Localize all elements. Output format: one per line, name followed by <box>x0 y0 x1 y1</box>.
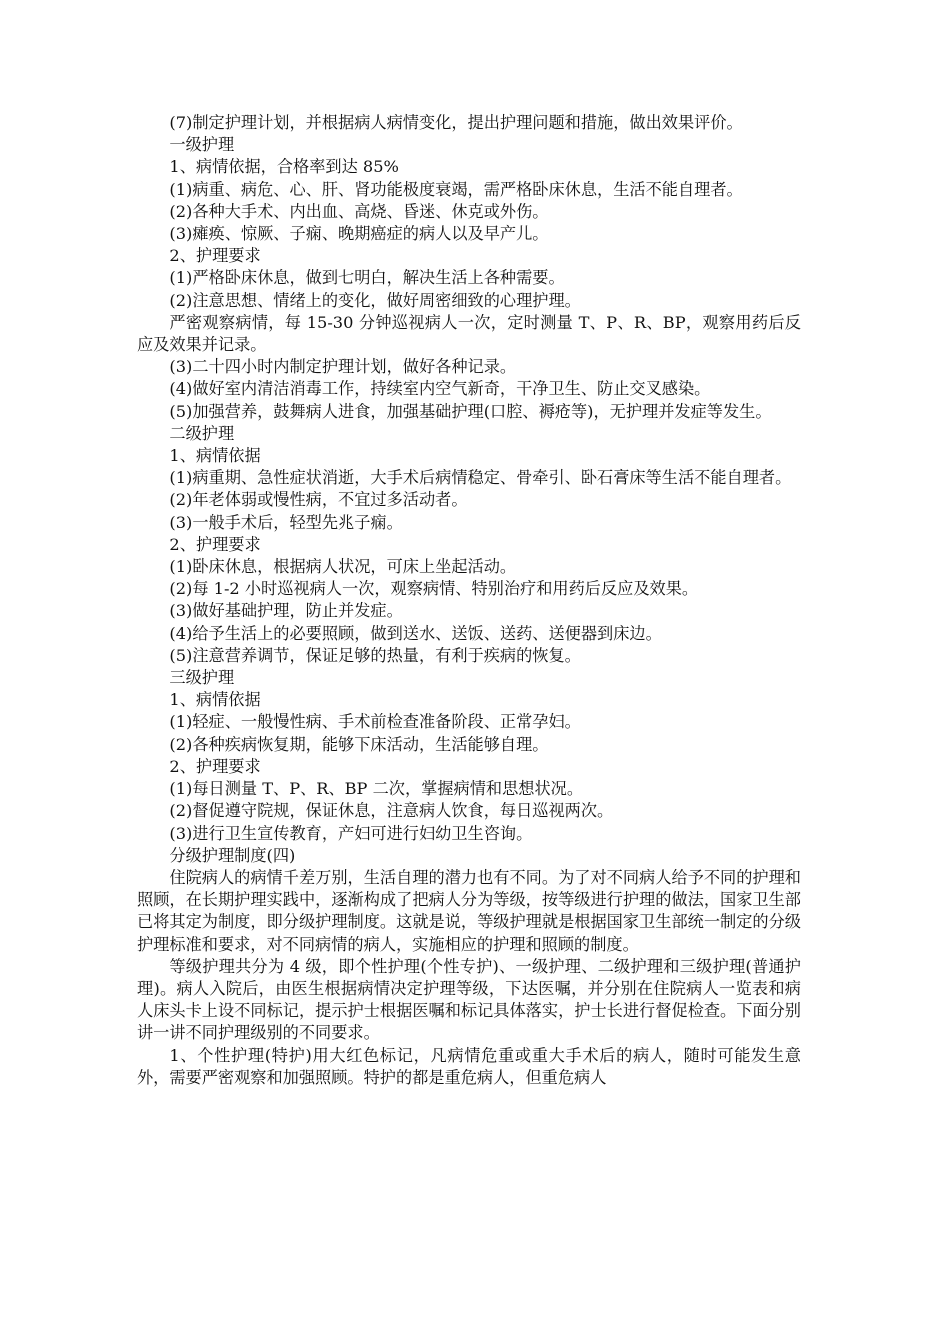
list-item: (2)每 1-2 小时巡视病人一次，观察病情、特别治疗和用药后反应及效果。 <box>169 579 699 599</box>
list-item: (2)各种大手术、内出血、高烧、昏迷、休克或外伤。 <box>169 201 549 221</box>
paragraph: 等级护理共分为 4 级，即个性护理(个性专护)、一级护理、二级护理和三级护理(普通护理)。病人入院后，由医生根据病情决定护理等级，下达医嘱，并分别在住院病人一览表和病人床头卡上设不同标记，提示护士根据医嘱和标记具体落实，护士长进行督促检查。下面分别讲一讲不同护理级别的不同要求。 <box>137 956 801 1043</box>
list-item: (2)各种疾病恢复期，能够下床活动，生活能够自理。 <box>169 734 549 754</box>
paragraph: 住院病人的病情千差万别，生活自理的潜力也有不同。为了对不同病人给予不同的护理和照顾，在长期护理实践中，逐渐构成了把病人分为等级，按等级进行护理的做法，国家卫生部已将其定为制度，即分级护理制度。这就是说，等级护理就是根据国家卫生部统一制定的分级护理标准和要求，对不同病情的病人，实施相应的护理和照顾的制度。 <box>137 867 801 954</box>
section-heading: 分级护理制度(四) <box>169 845 296 865</box>
section-heading: 一级护理 <box>169 135 235 155</box>
list-item: (2)年老体弱或慢性病，不宜过多活动者。 <box>169 490 468 510</box>
subheading: 2、护理要求 <box>169 756 261 776</box>
list-item: (1)卧床休息，根据病人状况，可床上坐起活动。 <box>169 557 517 577</box>
list-item: (2)注意思想、情绪上的变化，做好周密细致的心理护理。 <box>169 290 581 310</box>
section-heading: 二级护理 <box>169 423 235 443</box>
list-item: (4)做好室内清洁消毒工作，持续室内空气新奇，干净卫生、防止交叉感染。 <box>169 379 711 399</box>
paragraph: 严密观察病情，每 15-30 分钟巡视病人一次，定时测量 T、P、R、BP，观察用药后反应及效果并记录。 <box>137 312 801 355</box>
list-item: (5)注意营养调节，保证足够的热量，有利于疾病的恢复。 <box>169 645 581 665</box>
subheading: 1、病情依据 <box>169 446 261 466</box>
subheading: 1、病情依据 <box>169 690 261 710</box>
list-item: (1)病重期、急性症状消逝，大手术后病情稳定、骨牵引、卧石膏床等生活不能自理者。 <box>169 468 792 488</box>
list-item: (1)病重、病危、心、肝、肾功能极度衰竭，需严格卧床休息，生活不能自理者。 <box>169 179 743 199</box>
list-item: (1)每日测量 T、P、R、BP 二次，掌握病情和思想状况。 <box>169 779 584 799</box>
list-item: (2)督促遵守院规，保证休息，注意病人饮食，每日巡视两次。 <box>169 801 614 821</box>
list-item: (3)瘫痪、惊厥、子痫、晚期癌症的病人以及早产儿。 <box>169 224 549 244</box>
paragraph: (7)制定护理计划，并根据病人病情变化，提出护理问题和措施，做出效果评价。 <box>169 113 743 132</box>
list-item: (3)做好基础护理，防止并发症。 <box>169 601 403 621</box>
paragraph: 1、个性护理(特护)用大红色标记，凡病情危重或重大手术后的病人，随时可能发生意外，需要严密观察和加强照顾。特护的都是重危病人，但重危病人 <box>137 1045 801 1087</box>
subheading: 1、病情依据，合格率到达 85% <box>169 157 399 177</box>
list-item: (3)一般手术后，轻型先兆子痫。 <box>169 512 403 532</box>
list-item: (3)二十四小时内制定护理计划，做好各种记录。 <box>169 357 517 377</box>
list-item: (1)严格卧床休息，做到七明白，解决生活上各种需要。 <box>169 268 565 288</box>
section-heading: 三级护理 <box>169 668 235 688</box>
list-item: (4)给予生活上的必要照顾，做到送水、送饭、送药、送便器到床边。 <box>169 623 662 643</box>
list-item: (5)加强营养，鼓舞病人进食，加强基础护理(口腔、褥疮等)，无护理并发症等发生。 <box>169 401 772 421</box>
document-page <box>137 112 801 1089</box>
list-item: (1)轻症、一般慢性病、手术前检查准备阶段、正常孕妇。 <box>169 712 581 732</box>
subheading: 2、护理要求 <box>169 246 261 266</box>
list-item: (3)进行卫生宣传教育，产妇可进行妇幼卫生咨询。 <box>169 823 533 843</box>
subheading: 2、护理要求 <box>169 534 261 554</box>
